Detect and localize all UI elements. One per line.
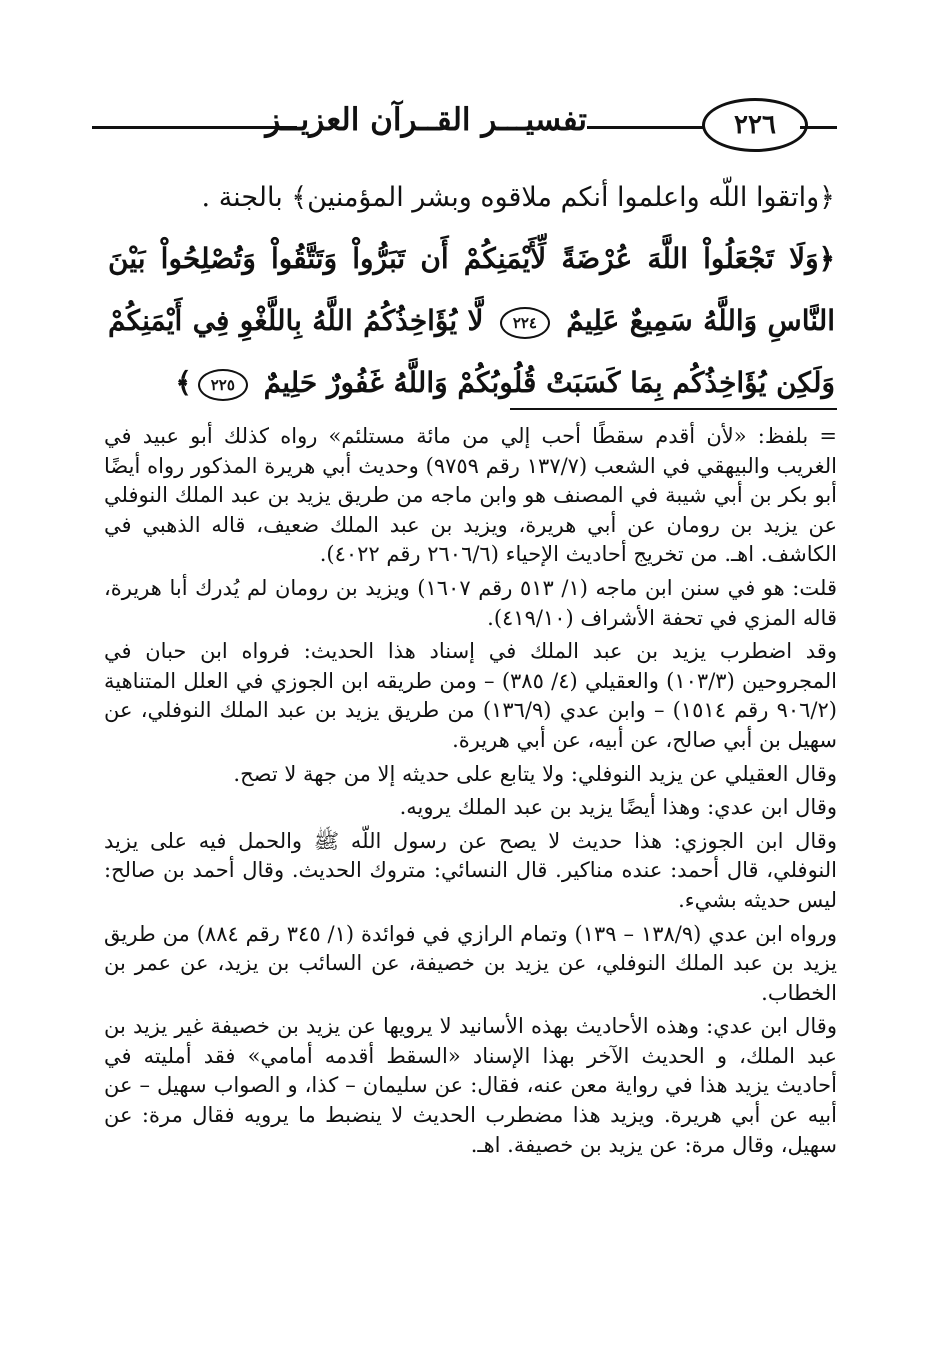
verse-text-225: لَّا يُؤَاخِذُكُمُ اللَّهُ بِاللَّغْوِ فِي أَيْمَنِكُمْ وَلَكِن يُؤَاخِذُكُم بِمَا كَسَبَتْ قُلُوبُكُمْ وَاللَّهُ غَفُورٌ حَلِيمٌ [108, 304, 835, 399]
footnote-paragraph: وقد اضطرب يزيد بن عبد الملك في إسناد هذا الحديث: فرواه ابن حبان في المجروحين (١٠٣/٣) والعقيلي (٤/ ٣٨٥) – ومن طريقه ابن الجوزي في العلل المتناهية (٩٠٦/٢ رقم ١٥١٤) – وابن عدي (١٣٦/٩) من طريق يزيد بن عبد الملك النوفلي، عن سهيل بن أبي صالح، عن أبيه، عن أبي هريرة. [104, 639, 837, 752]
verse-text-224: ﴿وَلَا تَجْعَلُواْ اللَّهَ عُرْضَةً لِّأَيْمَنِكُمْ أَن تَبَرُّواْ وَتَتَّقُواْ وَتُصْلِحُواْ بَيْنَ النَّاسِ وَاللَّهُ سَمِيعٌ عَلِيمٌ [108, 242, 836, 337]
verse-close-bracket: ﴾ [175, 366, 192, 399]
ayah-number-marker: ٢٢٥ [198, 369, 248, 401]
ayah-number-marker: ٢٢٤ [500, 307, 550, 339]
footnote-paragraph: وقال ابن عدي: وهذه الأحاديث بهذه الأسانيد لا يرويها عن يزيد بن خصيفة غير يزيد بن عبد الملك، و الحديث الآخر بهذا الإسناد «السقط أقدمه أمامي» فقد أمليته في أحاديث يزيد هذا في رواية معن عنه، فقال: عن سليمان – كذا، و الصواب سهيل – عن أبيه عن أبي هريرة. ويزيد هذا مضطرب الحديث لا ينضبط ما يرويه فقال مرة: عن سهيل، وقال مرة: عن يزيد بن خصيفة. اهـ. [104, 1014, 837, 1157]
main-text [108, 168, 835, 414]
footnote-paragraph: ورواه ابن عدي (١٣٨/٩ – ١٣٩) وتمام الرازي في فوائدة (١/ ٣٤٥ رقم ٨٨٤) من طريق يزيد بن عبد الملك النوفلي، عن يزيد بن خصيفة، عن السائب بن يزيد، عن عمر بن الخطاب. [104, 921, 837, 1005]
footnote-paragraph: وقال ابن عدي: وهذا أيضًا يزيد بن عبد الملك يرويه. [399, 795, 837, 820]
footnote-paragraph: وقال العقيلي عن يزيد النوفلي: ولا يتابع على حديثه إلا من جهة لا تصح. [233, 761, 837, 786]
footnote-paragraph: قلت: هو في سنن ابن ماجه (١/ ٥١٣ رقم ١٦٠٧) ويزيد بن رومان لم يُدرك أبا هريرة، قاله المزي في تحفة الأشراف (٤١٩/١٠). [104, 575, 837, 630]
book-title: تفسيـــر القــرآن العزيــز [265, 102, 587, 138]
quran-verses [108, 228, 835, 414]
page-header [92, 96, 837, 156]
page-number: ٢٢٦ [702, 98, 808, 152]
footnote-divider [510, 408, 837, 410]
footnote-paragraph: = بلفظ: «لأن أقدم سقطًا أحب إلي من مائة مستلئم» رواه كذلك أبو عبيد في الغريب والبيهقي في الشعب (١٣٧/٧ رقم ٩٧٥٩) وحديث أبي هريرة المذكور رواه أيضًا أبو بكر بن أبي شيبة في المصنف هو وابن ماجه من طريق يزيد بن عبد الملك النوفلي عن يزيد بن رومان عن أبي هريرة، ويزيد بن عبد الملك ضعيف، قاله الذهبي في الكاشف. اهـ. من تخريج أحاديث الإحياء (٢٦٠٦/٦ رقم ٤٠٢٢). [104, 424, 837, 567]
footnotes [104, 422, 837, 1164]
header-rule-right [800, 126, 837, 129]
footnote-paragraph: وقال ابن الجوزي: هذا حديث لا يصح عن رسول اللّه ﷺ والحمل فيه على يزيد النوفلي، قال أحمد: عنده مناكير. قال النسائي: متروك الحديث. وقال أحمد بن صالح: ليس حديثه بشيء. [104, 828, 837, 912]
commentary-line: ﴿واتقوا اللّه واعلموا أنكم ملاقوه وبشر المؤمنين﴾ بالجنة . [201, 182, 835, 213]
